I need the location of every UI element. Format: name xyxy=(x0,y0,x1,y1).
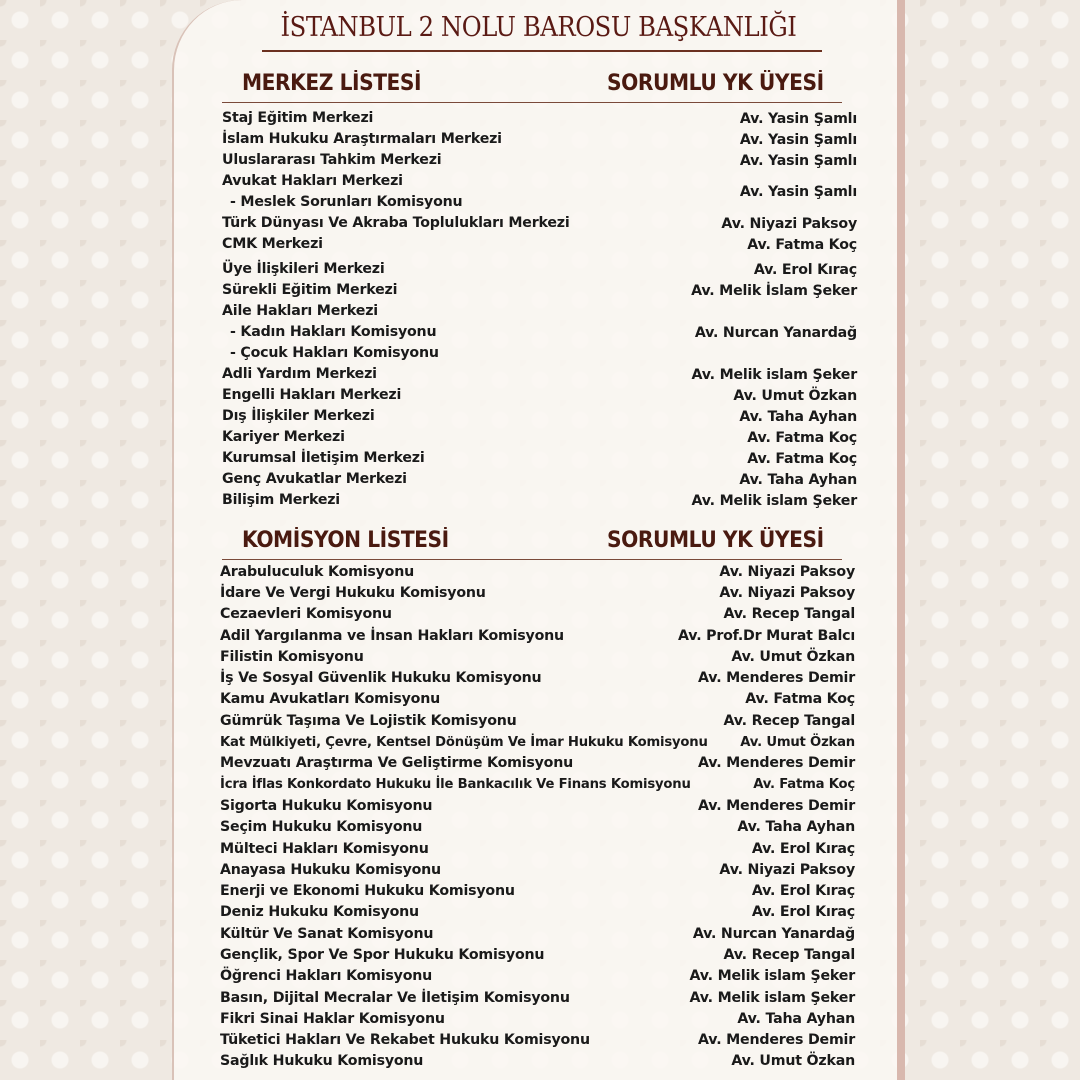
komisyon-name: Gençlik, Spor Ve Spor Hukuku Komisyonu xyxy=(220,946,545,963)
merkez-member: Av. Fatma Koç xyxy=(747,450,857,467)
merkez-row xyxy=(222,448,857,469)
komisyon-name: Seçim Hukuku Komisyonu xyxy=(220,819,423,836)
merkez-name: Adli Yardım Merkezi xyxy=(222,366,377,382)
komisyon-row xyxy=(220,966,855,987)
merkez-row xyxy=(222,213,857,234)
merkez-row xyxy=(222,234,857,255)
komisyon-row xyxy=(220,753,855,774)
komisyon-member: Av. Melik islam Şeker xyxy=(689,968,855,985)
merkez-name: Genç Avukatlar Merkezi xyxy=(222,471,407,487)
merkez-member: Av. Melik İslam Şeker xyxy=(691,282,857,299)
komisyon-member: Av. Fatma Koç xyxy=(745,691,855,708)
komisyon-member: Av. Nurcan Yanardağ xyxy=(692,925,855,942)
merkez-row xyxy=(222,469,857,490)
merkez-row xyxy=(222,171,857,213)
komisyon-row xyxy=(220,561,855,582)
komisyon-member: Av. Melik islam Şeker xyxy=(689,989,855,1006)
komisyon-name: Deniz Hukuku Komisyonu xyxy=(220,904,419,921)
komisyon-row xyxy=(220,582,855,603)
merkez-divider xyxy=(222,102,842,103)
merkez-row xyxy=(222,427,857,448)
komisyon-row xyxy=(220,1030,855,1051)
komisyon-member: Av. Erol Kıraç xyxy=(751,840,855,857)
merkez-name: Avukat Hakları Merkezi xyxy=(222,173,403,189)
merkez-row xyxy=(222,490,857,511)
merkez-member: Av. Niyazi Paksoy xyxy=(721,215,857,232)
komisyon-member: Av. Taha Ayhan xyxy=(737,819,855,836)
komisyon-divider xyxy=(222,559,842,560)
komisyon-name: Kat Mülkiyeti, Çevre, Kentsel Dönüşüm Ve İmar Hukuku Komisyonu xyxy=(220,734,708,750)
komisyon-row xyxy=(220,817,855,838)
merkez-row xyxy=(222,150,857,171)
merkez-row xyxy=(222,108,857,129)
komisyon-member: Av. Menderes Demir xyxy=(698,755,855,772)
komisyon-member: Av. Erol Kıraç xyxy=(751,883,855,900)
title-divider xyxy=(262,50,822,52)
merkez-name: Bilişim Merkezi xyxy=(222,492,340,508)
komisyon-row xyxy=(220,944,855,965)
komisyon-member: Av. Umut Özkan xyxy=(731,648,855,665)
merkez-name: Üye İlişkileri Merkezi xyxy=(222,261,385,277)
komisyon-name: Tüketici Hakları Ve Rekabet Hukuku Komisyonu xyxy=(220,1032,590,1049)
komisyon-member: Av. Umut Özkan xyxy=(740,734,855,750)
komisyon-heading: KOMİSYON LİSTESİ xyxy=(242,528,449,553)
komisyon-member: Av. Taha Ayhan xyxy=(737,1010,855,1027)
komisyon-row xyxy=(220,604,855,625)
merkez-member: Av. Taha Ayhan xyxy=(739,408,857,425)
merkez-name: Dış İlişkiler Merkezi xyxy=(222,408,375,424)
komisyon-member: Av. Menderes Demir xyxy=(698,1032,855,1049)
merkez-row xyxy=(222,364,857,385)
komisyon-member: Av. Recep Tangal xyxy=(723,712,855,729)
komisyon-row xyxy=(220,1051,855,1072)
merkez-name: - Kadın Hakları Komisyonu xyxy=(230,324,437,340)
komisyon-member: Av. Recep Tangal xyxy=(723,946,855,963)
merkez-name: Sürekli Eğitim Merkezi xyxy=(222,282,398,298)
komisyon-row xyxy=(220,667,855,688)
komisyon-name: Filistin Komisyonu xyxy=(220,648,364,665)
komisyon-name: Adil Yargılanma ve İnsan Hakları Komisyonu xyxy=(220,627,564,644)
page-title: İSTANBUL 2 NOLU BAROSU BAŞKANLIĞI xyxy=(280,12,797,43)
merkez-list xyxy=(222,108,857,511)
merkez-row xyxy=(222,301,857,364)
merkez-member: Av. Yasin Şamlı xyxy=(739,110,857,127)
merkez-row xyxy=(222,385,857,406)
merkez-row xyxy=(222,129,857,150)
merkez-name: - Meslek Sorunları Komisyonu xyxy=(230,194,463,210)
komisyon-row xyxy=(220,902,855,923)
komisyon-member: Av. Niyazi Paksoy xyxy=(719,563,855,580)
komisyon-list xyxy=(220,561,855,1072)
komisyon-row xyxy=(220,646,855,667)
merkez-member: Av. Umut Özkan xyxy=(733,387,857,404)
komisyon-row xyxy=(220,923,855,944)
merkez-name: CMK Merkezi xyxy=(222,236,323,252)
komisyon-row xyxy=(220,710,855,731)
komisyon-member: Av. Erol Kıraç xyxy=(751,904,855,921)
komisyon-name: Enerji ve Ekonomi Hukuku Komisyonu xyxy=(220,883,515,900)
komisyon-name: Kültür Ve Sanat Komisyonu xyxy=(220,925,434,942)
komisyon-name: Basın, Dijital Mecralar Ve İletişim Komisyonu xyxy=(220,989,570,1006)
komisyon-member: Av. Niyazi Paksoy xyxy=(719,584,855,601)
komisyon-row xyxy=(220,859,855,880)
komisyon-member: Av. Menderes Demir xyxy=(698,797,855,814)
komisyon-name: Mevzuatı Araştırma Ve Geliştirme Komisyonu xyxy=(220,755,574,772)
komisyon-name: Anayasa Hukuku Komisyonu xyxy=(220,861,441,878)
merkez-heading: MERKEZ LİSTESİ xyxy=(242,71,422,96)
komisyon-row xyxy=(220,1008,855,1029)
merkez-name: Aile Hakları Merkezi xyxy=(222,303,378,319)
merkez-member: Av. Erol Kıraç xyxy=(753,261,857,278)
komisyon-name: İcra İflas Konkordato Hukuku İle Bankacılık Ve Finans Komisyonu xyxy=(220,777,691,793)
komisyon-row xyxy=(220,689,855,710)
merkez-member-heading: SORUMLU YK ÜYESİ xyxy=(607,71,824,96)
komisyon-row xyxy=(220,987,855,1008)
komisyon-name: Sağlık Hukuku Komisyonu xyxy=(220,1053,424,1070)
komisyon-member: Av. Niyazi Paksoy xyxy=(719,861,855,878)
komisyon-name: İdare Ve Vergi Hukuku Komisyonu xyxy=(220,584,486,601)
komisyon-name: İş Ve Sosyal Güvenlik Hukuku Komisyonu xyxy=(220,670,542,687)
komisyon-member: Av. Menderes Demir xyxy=(698,670,855,687)
merkez-name: Türk Dünyası Ve Akraba Toplulukları Merkezi xyxy=(222,215,570,231)
merkez-member: Av. Fatma Koç xyxy=(747,429,857,446)
komisyon-row xyxy=(220,774,855,795)
merkez-member: Av. Yasin Şamlı xyxy=(739,184,857,200)
komisyon-row xyxy=(220,838,855,859)
merkez-name: Staj Eğitim Merkezi xyxy=(222,110,374,126)
merkez-row xyxy=(222,280,857,301)
merkez-member: Av. Melik islam Şeker xyxy=(691,366,857,383)
merkez-member: Av. Taha Ayhan xyxy=(739,471,857,488)
komisyon-row xyxy=(220,731,855,752)
merkez-name: İslam Hukuku Araştırmaları Merkezi xyxy=(222,131,502,147)
komisyon-name: Fikri Sinai Haklar Komisyonu xyxy=(220,1010,445,1027)
komisyon-name: Mülteci Hakları Komisyonu xyxy=(220,840,429,857)
komisyon-member: Av. Fatma Koç xyxy=(753,777,855,793)
komisyon-name: Cezaevleri Komisyonu xyxy=(220,606,392,623)
merkez-name: - Çocuk Hakları Komisyonu xyxy=(230,345,439,361)
merkez-name: Uluslararası Tahkim Merkezi xyxy=(222,152,442,168)
komisyon-name: Arabuluculuk Komisyonu xyxy=(220,563,414,580)
merkez-member: Av. Yasin Şamlı xyxy=(739,152,857,169)
komisyon-row xyxy=(220,880,855,901)
komisyon-row xyxy=(220,625,855,646)
komisyon-name: Sigorta Hukuku Komisyonu xyxy=(220,797,433,814)
merkez-name: Kurumsal İletişim Merkezi xyxy=(222,450,425,466)
komisyon-member-heading: SORUMLU YK ÜYESİ xyxy=(607,528,824,553)
komisyon-member: Av. Prof.Dr Murat Balcı xyxy=(678,627,855,644)
komisyon-name: Kamu Avukatları Komisyonu xyxy=(220,691,441,708)
komisyon-name: Öğrenci Hakları Komisyonu xyxy=(220,968,433,985)
merkez-member: Av. Fatma Koç xyxy=(747,236,857,253)
merkez-member: Av. Yasin Şamlı xyxy=(739,131,857,148)
komisyon-row xyxy=(220,795,855,816)
merkez-name: Engelli Hakları Merkezi xyxy=(222,387,402,403)
komisyon-member: Av. Umut Özkan xyxy=(731,1053,855,1070)
merkez-row xyxy=(222,259,857,280)
merkez-name: Kariyer Merkezi xyxy=(222,429,345,445)
merkez-member: Av. Nurcan Yanardağ xyxy=(694,324,857,341)
komisyon-name: Gümrük Taşıma Ve Lojistik Komisyonu xyxy=(220,712,517,729)
merkez-row xyxy=(222,406,857,427)
komisyon-member: Av. Recep Tangal xyxy=(723,606,855,623)
merkez-member: Av. Melik islam Şeker xyxy=(691,492,857,509)
